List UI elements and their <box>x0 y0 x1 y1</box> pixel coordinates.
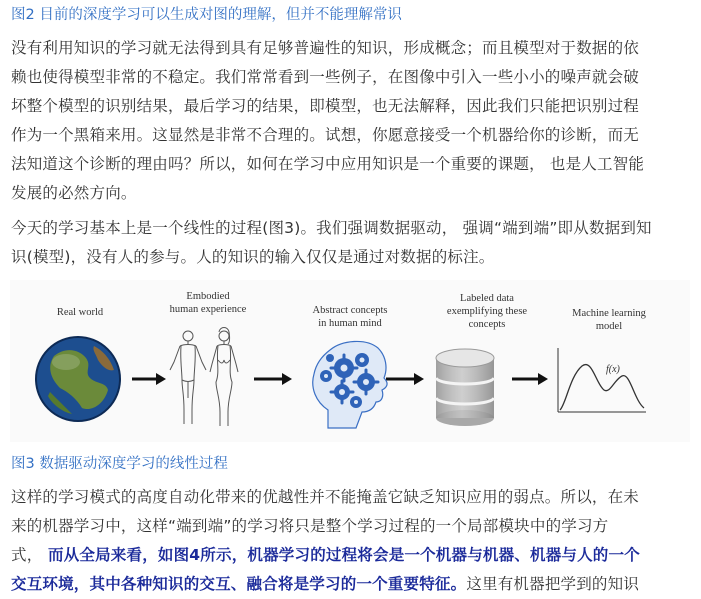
paragraph-3-line: 来的机器学习中，这样“端到端”的学习将只是整个学习过程的一个局部模块中的学习方 <box>11 517 609 535</box>
fx-label: f(x) <box>606 364 620 375</box>
paragraph-3-line <box>11 570 691 599</box>
paragraph-3-text: 式， <box>11 546 43 564</box>
figure3-graphics <box>10 280 690 442</box>
paragraph-1-line: 法知道这个诊断的理由吗？所以，如何在学习中应用知识是一个重要的课题， 也是人工智能 <box>11 155 645 173</box>
ml-model-label: Machine learning model <box>572 308 646 332</box>
embodied-label: Embodied human experience <box>169 291 247 315</box>
paragraph-3 <box>11 483 691 599</box>
paragraph-2-line: 识(模型)，没有人的参与。人的知识的输入仅仅是通过对数据的标注。 <box>11 248 495 266</box>
paragraph-1-line: 坏整个模型的识别结果，最后学习的结果，即模型，也无法解释，因此我们只能把识别过程 <box>11 97 640 115</box>
paragraph-1-line: 没有利用知识的学习就无法得到具有足够普遍性的知识，形成概念；而且模型对于数据的依 <box>11 39 640 57</box>
arrow-icon <box>132 373 166 385</box>
gears-head-icon <box>313 341 387 428</box>
figure3-diagram <box>10 280 690 442</box>
labeled-data-label: Labeled data exemplifying these concepts <box>446 293 528 330</box>
database-icon <box>436 349 494 426</box>
paragraph-3-text: 这里有机器把学到的知识 <box>466 575 640 593</box>
paragraph-2-line: 今天的学习基本上是一个线性的过程(图3)。我们强调数据驱动， 强调“端到端”即从数据到知 <box>11 219 652 237</box>
paragraph-1-line: 作为一个黑箱来用。这显然是非常不合理的。试想，你愿意接受一个机器给你的诊断，而无 <box>11 126 640 144</box>
paragraph-1 <box>11 34 691 208</box>
figure3-caption: 图3 数据驱动深度学习的线性过程 <box>11 456 228 472</box>
human-figures-icon <box>170 328 238 427</box>
paragraph-2 <box>11 214 691 272</box>
paragraph-3-bold-text: 而从全局来看，如图4所示，机器学习的过程将会是一个机器与机器、机器与人的一个 <box>42 546 640 564</box>
paragraph-3-line <box>11 541 691 570</box>
real-world-label: Real world <box>56 307 104 318</box>
arrow-icon <box>254 373 292 385</box>
paragraph-1-line: 发展的必然方向。 <box>11 184 137 202</box>
abstract-concepts-label: Abstract concepts in human mind <box>312 305 388 329</box>
arrow-icon <box>386 373 424 385</box>
paragraph-3-line: 这样的学习模式的高度自动化带来的优越性并不能掩盖它缺乏知识应用的弱点。所以，在未 <box>11 488 640 506</box>
arrow-icon <box>512 373 548 385</box>
curve-plot-icon <box>558 348 646 412</box>
paragraph-3-bold-text: 交互环境，其中各种知识的交互、融合将是学习的一个重要特征。 <box>11 575 467 593</box>
globe-icon <box>36 337 120 421</box>
paragraph-1-line: 赖也使得模型非常的不稳定。我们常常看到一些例子，在图像中引入一些小小的噪声就会破 <box>11 68 640 86</box>
figure2-caption: 图2 目前的深度学习可以生成对图的理解，但并不能理解常识 <box>11 7 402 23</box>
